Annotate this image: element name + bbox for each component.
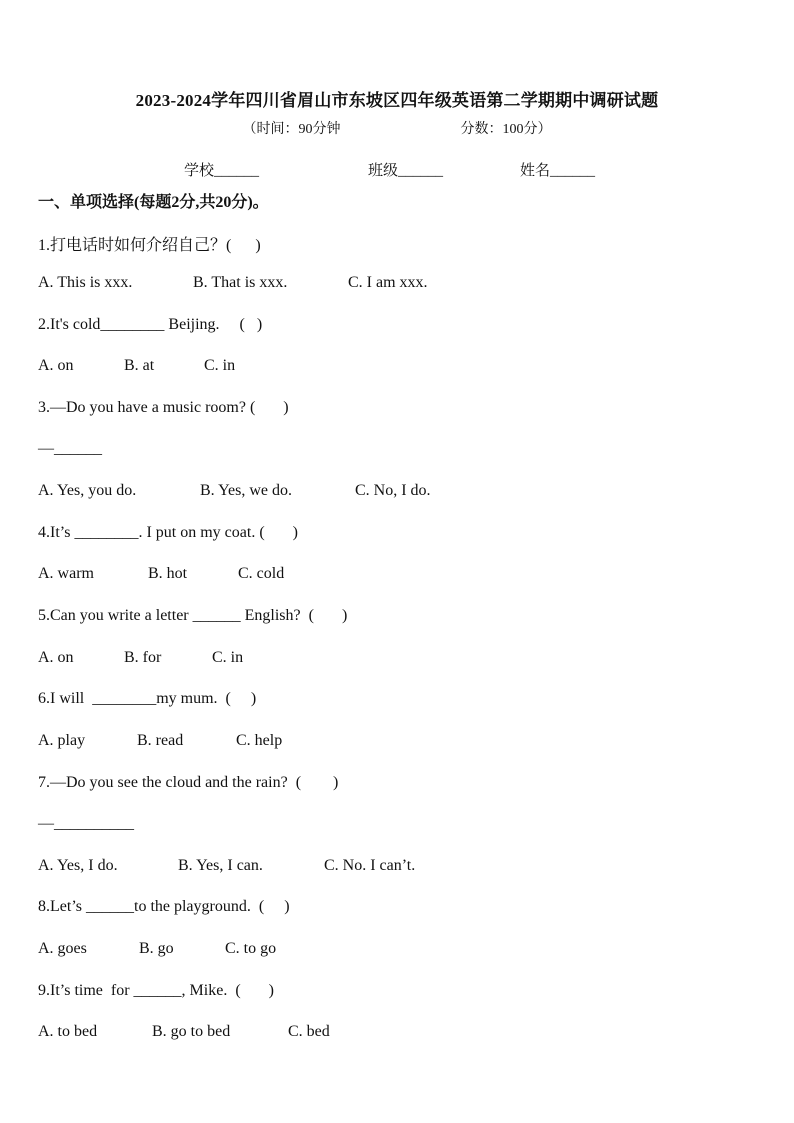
question-9-stem: 9.It’s time for ______, Mike. ( ) — [38, 982, 274, 999]
question-3-option-a: A. Yes, you do. — [38, 482, 137, 499]
question-8-option-b: B. go — [139, 940, 174, 957]
question-2-option-b: B. at — [124, 357, 155, 374]
question-5-stem: 5.Can you write a letter ______ English? ( ) — [38, 607, 348, 624]
question-6-option-a: A. play — [38, 732, 86, 749]
question-1-option-a: A. This is xxx. — [38, 274, 133, 291]
question-1-option-b: B. That is xxx. — [193, 274, 288, 291]
question-6-option-b: B. read — [137, 732, 184, 749]
question-2-option-a: A. on — [38, 357, 74, 374]
school-field: 学校______ — [184, 163, 260, 179]
exam-meta — [0, 118, 794, 138]
question-4-option-c: C. cold — [238, 565, 285, 582]
question-6-option-c: C. help — [236, 732, 283, 749]
question-1-option-c: C. I am xxx. — [348, 274, 428, 291]
question-4-option-a: A. warm — [38, 565, 94, 582]
question-4-stem: 4.It’s ________. I put on my coat. ( ) — [38, 524, 298, 541]
exam-time: （时间：90分钟 — [242, 122, 341, 137]
question-3-option-c: C. No, I do. — [355, 482, 431, 499]
question-8-option-a: A. goes — [38, 940, 87, 957]
question-8-option-c: C. to go — [225, 940, 277, 957]
question-5-option-b: B. for — [124, 649, 162, 666]
question-4-option-b: B. hot — [148, 565, 188, 582]
question-8-stem: 8.Let’s ______to the playground. ( ) — [38, 898, 290, 915]
question-7-option-a: A. Yes, I do. — [38, 857, 118, 874]
question-7-option-b: B. Yes, I can. — [178, 857, 263, 874]
question-3-option-b: B. Yes, we do. — [200, 482, 293, 499]
question-7-answer-line: —__________ — [38, 815, 134, 832]
exam-title: 2023-2024学年四川省眉山市东坡区四年级英语第二学期期中调研试题 — [135, 91, 659, 110]
section-title: 一、单项选择(每题2分,共20分)。 — [38, 194, 269, 211]
question-9-option-a: A. to bed — [38, 1023, 98, 1040]
question-7-option-c: C. No. I can’t. — [324, 857, 416, 874]
name-field: 姓名______ — [520, 163, 596, 179]
question-3-answer-line: —______ — [38, 440, 102, 457]
class-field: 班级______ — [368, 163, 444, 179]
question-6-stem: 6.I will ________my mum. ( ) — [38, 690, 257, 707]
question-1-stem: 1.打电话时如何介绍自己？( ) — [38, 237, 261, 254]
question-9-option-c: C. bed — [288, 1023, 330, 1040]
question-9-option-b: B. go to bed — [152, 1023, 231, 1040]
question-2-stem: 2.It's cold________ Beijing. ( ) — [38, 316, 263, 333]
question-3-stem: 3.—Do you have a music room? ( ) — [38, 399, 289, 416]
question-2-option-c: C. in — [204, 357, 236, 374]
question-7-stem: 7.—Do you see the cloud and the rain? ( ) — [38, 774, 339, 791]
question-5-option-a: A. on — [38, 649, 74, 666]
exam-score: 分数：100分） — [460, 122, 552, 137]
question-5-option-c: C. in — [212, 649, 244, 666]
